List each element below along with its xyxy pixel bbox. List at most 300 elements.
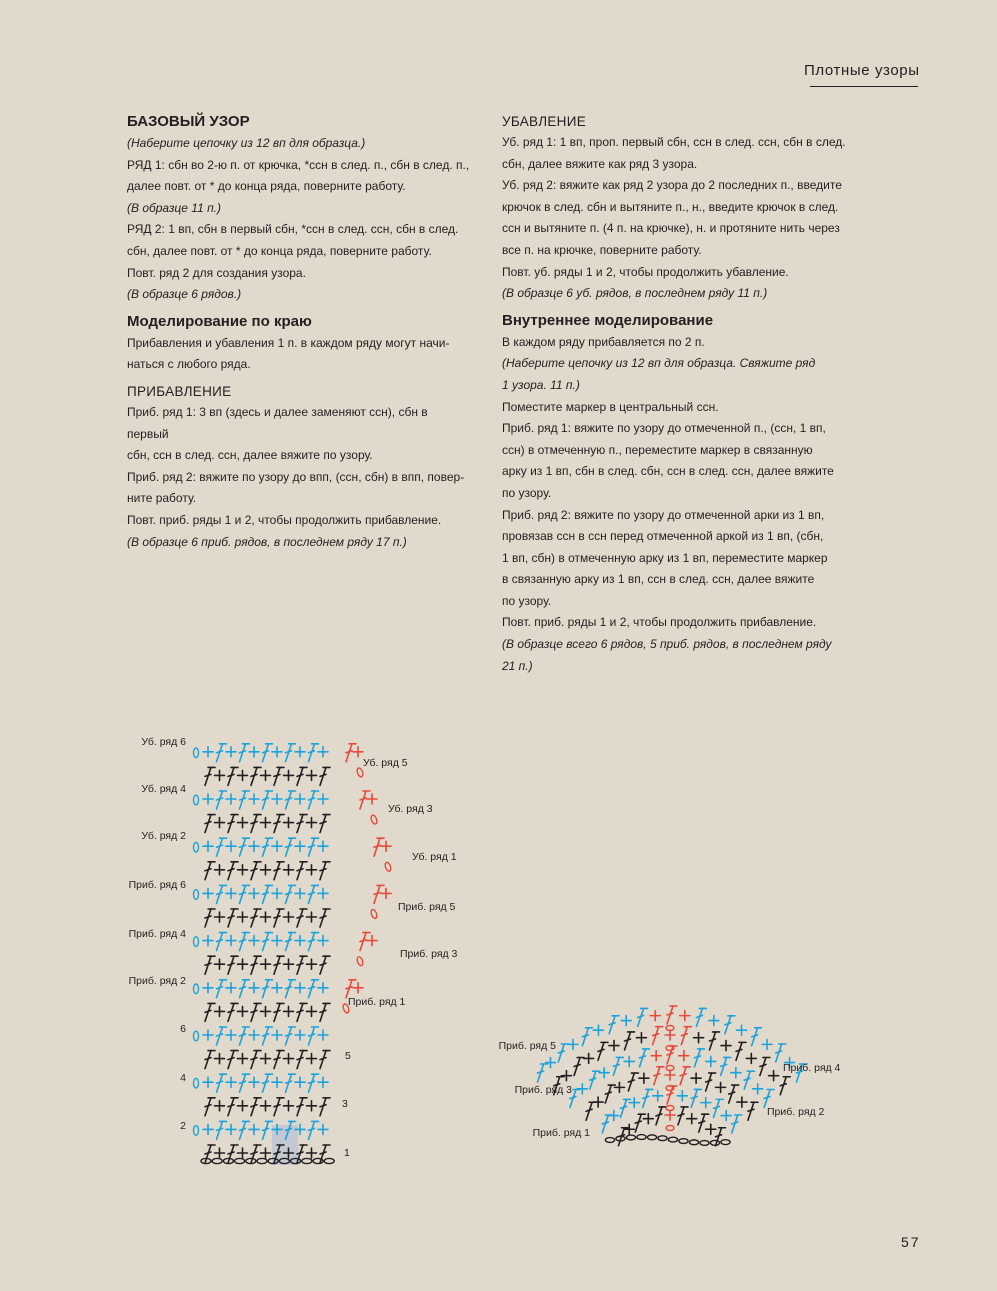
text-line: РЯД 2: 1 вп, сбн в первый сбн, *ссн в след. ссн, сбн в след. xyxy=(127,222,459,237)
sc-stitch-icon xyxy=(261,770,271,780)
text-line: сбн, ссн в след. ссн, далее вяжите по узору. xyxy=(127,448,373,463)
dc-bar xyxy=(586,1109,592,1111)
heading-inner-shaping: Внутреннее моделирование xyxy=(502,311,714,329)
dc-bar xyxy=(309,1128,315,1130)
dc-stitch-icon xyxy=(309,1121,319,1139)
dc-bar xyxy=(205,1105,211,1107)
dc-bar xyxy=(228,963,234,965)
sc-stitch-icon xyxy=(599,1068,609,1078)
row-label: 2 xyxy=(180,1120,186,1132)
dc-bar xyxy=(320,1105,326,1107)
dc-bar xyxy=(613,1064,619,1066)
dc-stitch-icon xyxy=(713,1099,723,1117)
dc-stitch-icon xyxy=(764,1090,774,1108)
sc-stitch-icon xyxy=(261,1006,271,1016)
dc-stitch-icon xyxy=(643,1089,653,1107)
text-line: Повт. приб. ряды 1 и 2, чтобы продолжить прибавление. xyxy=(502,615,817,630)
dc-bar xyxy=(680,1074,686,1076)
sc-stitch-icon xyxy=(226,1030,236,1040)
sc-stitch-icon xyxy=(318,888,328,898)
sc-stitch-icon xyxy=(261,818,271,828)
sc-stitch-icon xyxy=(367,936,377,946)
sc-stitch-icon xyxy=(238,865,248,875)
row-label: 6 xyxy=(180,1023,186,1035)
dc-bar xyxy=(274,774,280,776)
sc-stitch-icon xyxy=(737,1097,747,1107)
row-label: Приб. ряд 1 xyxy=(532,1127,590,1139)
dc-stitch-icon xyxy=(217,838,227,856)
sc-stitch-icon xyxy=(639,1073,649,1083)
text-line: ссн) в отмеченную п., переместите маркер в связанную xyxy=(502,442,813,457)
dc-stitch-icon xyxy=(228,815,238,833)
dc-stitch-icon xyxy=(217,1074,227,1092)
dc-bar xyxy=(217,987,223,989)
dc-bar xyxy=(286,987,292,989)
dc-bar xyxy=(654,1074,660,1076)
text-line: РЯД 1: сбн во 2-ю п. от крючка, *ссн в след. п., сбн в след. п., xyxy=(127,157,470,172)
dc-bar xyxy=(240,987,246,989)
row-label: Уб. ряд 5 xyxy=(363,757,408,769)
dc-stitch-icon xyxy=(582,1028,592,1046)
sc-stitch-icon xyxy=(318,794,328,804)
dc-stitch-icon xyxy=(776,1044,786,1062)
dc-stitch-icon xyxy=(217,980,227,998)
dc-stitch-icon xyxy=(263,885,273,903)
dc-bar xyxy=(263,1128,269,1130)
sc-stitch-icon xyxy=(307,1148,317,1158)
dc-stitch-icon xyxy=(628,1073,638,1091)
sc-stitch-icon xyxy=(215,818,225,828)
sc-stitch-icon xyxy=(284,770,294,780)
dc-stitch-icon xyxy=(320,1098,330,1116)
dc-bar xyxy=(251,774,257,776)
dc-stitch-icon xyxy=(346,744,356,762)
sc-stitch-icon xyxy=(295,888,305,898)
dc-stitch-icon xyxy=(638,1008,648,1026)
dc-stitch-icon xyxy=(286,980,296,998)
sc-stitch-icon xyxy=(272,983,282,993)
dc-bar xyxy=(643,1096,649,1098)
dc-bar xyxy=(748,1109,754,1111)
dc-bar xyxy=(346,987,352,989)
text-line: провязав ссн в ссн перед отмеченной аркой из 1 вп, (сбн, xyxy=(502,529,824,544)
dc-stitch-icon xyxy=(309,885,319,903)
dc-bar xyxy=(274,1010,280,1012)
dc-bar xyxy=(274,869,280,871)
chain-stitch-icon xyxy=(647,1135,656,1140)
sc-stitch-icon xyxy=(353,983,363,993)
sc-stitch-icon xyxy=(284,912,294,922)
sc-stitch-icon xyxy=(721,1041,731,1051)
text-line: (В образце всего 6 рядов, 5 приб. рядов, в последнем ряду 21 п.) xyxy=(502,637,832,673)
dc-bar xyxy=(667,1013,673,1015)
dc-bar xyxy=(706,1080,712,1082)
sc-stitch-icon xyxy=(238,1006,248,1016)
dc-bar xyxy=(263,1034,269,1036)
dc-stitch-icon xyxy=(274,767,284,785)
dc-stitch-icon xyxy=(240,838,250,856)
dc-bar xyxy=(320,869,326,871)
dc-stitch-icon xyxy=(251,1098,261,1116)
dc-bar xyxy=(251,1105,257,1107)
dc-bar xyxy=(217,1081,223,1083)
dc-bar xyxy=(251,1058,257,1060)
sc-stitch-icon xyxy=(680,1011,690,1021)
dc-stitch-icon xyxy=(240,1074,250,1092)
dc-stitch-icon xyxy=(297,956,307,974)
sc-stitch-icon xyxy=(706,1124,716,1134)
dc-stitch-icon xyxy=(760,1058,770,1076)
sc-stitch-icon xyxy=(226,936,236,946)
dc-bar xyxy=(309,940,315,942)
dc-bar xyxy=(205,1058,211,1060)
dc-stitch-icon xyxy=(598,1042,608,1060)
row-label: Приб. ряд 4 xyxy=(783,1062,841,1074)
dc-stitch-icon xyxy=(309,744,319,762)
sc-stitch-icon xyxy=(307,1054,317,1064)
sc-stitch-icon xyxy=(272,888,282,898)
dc-bar xyxy=(228,869,234,871)
dc-bar xyxy=(240,1034,246,1036)
dc-bar xyxy=(309,987,315,989)
dc-bar xyxy=(251,1010,257,1012)
dc-stitch-icon xyxy=(602,1115,612,1133)
dc-bar xyxy=(274,916,280,918)
sc-stitch-icon xyxy=(272,936,282,946)
dc-stitch-icon xyxy=(744,1071,754,1089)
dc-stitch-icon xyxy=(360,933,370,951)
chain-stitch-icon xyxy=(384,862,392,872)
dc-bar xyxy=(297,774,303,776)
dc-stitch-icon xyxy=(240,933,250,951)
dc-stitch-icon xyxy=(205,1098,215,1116)
row-label: Приб. ряд 5 xyxy=(398,901,456,913)
text-line: Уб. ряд 1: 1 вп, проп. первый сбн, ссн в след. ссн, сбн в след. xyxy=(502,135,846,149)
sc-stitch-icon xyxy=(238,912,248,922)
dc-stitch-icon xyxy=(205,767,215,785)
sc-stitch-icon xyxy=(318,841,328,851)
dc-stitch-icon xyxy=(240,791,250,809)
dc-stitch-icon xyxy=(635,1114,645,1132)
text-line: (Наберите цепочку из 12 вп для образца.) xyxy=(127,136,366,150)
row-label: Уб. ряд 2 xyxy=(141,830,186,842)
dc-bar xyxy=(309,892,315,894)
dc-bar xyxy=(251,1152,257,1154)
chain-stitch-icon xyxy=(194,842,199,852)
dc-bar xyxy=(240,1128,246,1130)
sc-stitch-icon xyxy=(249,1124,259,1134)
dc-bar xyxy=(240,1081,246,1083)
dc-stitch-icon xyxy=(694,1049,704,1067)
dc-bar xyxy=(346,751,352,753)
sc-stitch-icon xyxy=(614,1082,624,1092)
dc-stitch-icon xyxy=(286,838,296,856)
text-line: ссн и вытяните п. (4 п. на крючке), н. и протяните нить через xyxy=(502,221,840,236)
dc-stitch-icon xyxy=(205,1003,215,1021)
dc-stitch-icon xyxy=(691,1089,701,1107)
row-label: Приб. ряд 2 xyxy=(767,1106,825,1118)
sc-stitch-icon xyxy=(381,888,391,898)
dc-stitch-icon xyxy=(748,1102,758,1120)
dc-bar xyxy=(309,751,315,753)
sc-stitch-icon xyxy=(226,888,236,898)
dc-stitch-icon xyxy=(274,1003,284,1021)
sc-stitch-icon xyxy=(238,959,248,969)
dc-bar xyxy=(309,798,315,800)
dc-stitch-icon xyxy=(320,1003,330,1021)
dc-stitch-icon xyxy=(640,1049,650,1067)
dc-bar xyxy=(205,822,211,824)
dc-bar xyxy=(736,1049,742,1051)
dc-stitch-icon xyxy=(217,791,227,809)
sc-stitch-icon xyxy=(261,959,271,969)
dc-bar xyxy=(217,845,223,847)
sc-stitch-icon xyxy=(709,1016,719,1026)
dc-stitch-icon xyxy=(263,838,273,856)
dc-bar xyxy=(228,1010,234,1012)
chain-stitch-icon xyxy=(235,1158,245,1163)
text-line: (В образце 6 приб. рядов, в последнем ряду 17 п.) xyxy=(127,534,407,549)
heading-base-pattern: БАЗОВЫЙ УЗОР xyxy=(127,113,250,130)
dc-bar xyxy=(752,1035,758,1037)
dc-bar xyxy=(602,1122,608,1124)
dc-stitch-icon xyxy=(205,909,215,927)
dc-stitch-icon xyxy=(240,980,250,998)
running-header: Плотные узоры xyxy=(804,62,920,79)
dc-bar xyxy=(228,1058,234,1060)
dc-bar xyxy=(744,1078,750,1080)
dc-bar xyxy=(251,869,257,871)
sc-stitch-icon xyxy=(307,770,317,780)
chain-stitch-icon xyxy=(637,1135,646,1140)
dc-bar xyxy=(320,1152,326,1154)
sc-stitch-icon xyxy=(318,983,328,993)
sc-stitch-icon xyxy=(215,1101,225,1111)
sc-stitch-icon xyxy=(203,1124,213,1134)
dc-bar xyxy=(628,1080,634,1082)
dc-bar xyxy=(286,892,292,894)
sc-stitch-icon xyxy=(318,1030,328,1040)
dc-bar xyxy=(228,822,234,824)
dc-bar xyxy=(205,869,211,871)
sc-stitch-icon xyxy=(249,747,259,757)
text-line: Уб. ряд 2: вяжите как ряд 2 узора до 2 последних п., введите xyxy=(502,178,842,193)
sc-stitch-icon xyxy=(318,1124,328,1134)
dc-bar xyxy=(309,1081,315,1083)
dc-bar xyxy=(582,1035,588,1037)
sc-stitch-icon xyxy=(215,770,225,780)
dc-stitch-icon xyxy=(374,885,384,903)
sc-stitch-icon xyxy=(593,1025,603,1035)
dc-bar xyxy=(667,1093,673,1095)
dc-bar xyxy=(297,1058,303,1060)
sc-stitch-icon xyxy=(272,841,282,851)
text-line: Приб. ряд 1: вяжите по узору до отмеченной п., (ссн, 1 вп, xyxy=(502,421,826,436)
inner-shaping-text xyxy=(502,332,847,678)
sc-stitch-icon xyxy=(307,1101,317,1111)
sc-stitch-icon xyxy=(261,912,271,922)
sc-stitch-icon xyxy=(203,888,213,898)
dc-bar xyxy=(760,1065,766,1067)
dc-stitch-icon xyxy=(205,956,215,974)
sc-stitch-icon xyxy=(769,1071,779,1081)
dc-bar xyxy=(558,1051,564,1053)
dc-bar xyxy=(709,1039,715,1041)
sc-stitch-icon xyxy=(295,1077,305,1087)
dc-bar xyxy=(205,916,211,918)
sc-stitch-icon xyxy=(691,1073,701,1083)
sc-stitch-icon xyxy=(261,1101,271,1111)
base-pattern-text xyxy=(127,133,472,306)
dc-bar xyxy=(640,1056,646,1058)
text-line: Повт. уб. ряды 1 и 2, чтобы продолжить убавление. xyxy=(502,264,789,279)
sc-stitch-icon xyxy=(203,1030,213,1040)
chain-stitch-icon xyxy=(710,1140,719,1145)
dc-bar xyxy=(732,1122,738,1124)
dc-bar xyxy=(716,1135,722,1137)
text-line: (В образце 6 рядов.) xyxy=(127,287,242,302)
sc-stitch-icon xyxy=(753,1084,763,1094)
sc-stitch-icon xyxy=(249,936,259,946)
text-line: Приб. ряд 1: 3 вп (здесь и далее заменяют ссн), сбн в первый xyxy=(127,404,428,441)
heading-increase: ПРИБАВЛЕНИЕ xyxy=(127,383,232,399)
sc-stitch-icon xyxy=(226,841,236,851)
sc-stitch-icon xyxy=(624,1056,634,1066)
dc-stitch-icon xyxy=(320,909,330,927)
dc-bar xyxy=(286,1034,292,1036)
dc-stitch-icon xyxy=(625,1032,635,1050)
sc-stitch-icon xyxy=(295,794,305,804)
sc-stitch-icon xyxy=(261,1054,271,1064)
dc-stitch-icon xyxy=(309,791,319,809)
dc-stitch-icon xyxy=(240,1027,250,1045)
chain-stitch-icon xyxy=(700,1141,709,1146)
left-column xyxy=(127,111,472,553)
dc-stitch-icon xyxy=(263,980,273,998)
text-line: 1 вп, сбн) в отмеченную арку из 1 вп, переместите маркер xyxy=(502,550,828,565)
dc-bar xyxy=(725,1023,731,1025)
dc-bar xyxy=(205,1152,211,1154)
sc-stitch-icon xyxy=(272,794,282,804)
dc-bar xyxy=(638,1015,644,1017)
sc-stitch-icon xyxy=(737,1025,747,1035)
dc-bar xyxy=(263,940,269,942)
dc-stitch-icon xyxy=(558,1044,568,1062)
sc-stitch-icon xyxy=(226,1077,236,1087)
dc-bar xyxy=(228,1105,234,1107)
text-line: по узору. xyxy=(502,593,552,608)
sc-stitch-icon xyxy=(261,865,271,875)
dc-stitch-icon xyxy=(263,744,273,762)
dc-stitch-icon xyxy=(228,862,238,880)
dc-bar xyxy=(240,751,246,753)
chain-stitch-icon xyxy=(257,1158,267,1163)
sc-stitch-icon xyxy=(203,841,213,851)
dc-stitch-icon xyxy=(696,1008,706,1026)
sc-stitch-icon xyxy=(701,1098,711,1108)
dc-stitch-icon xyxy=(251,767,261,785)
chain-stitch-icon xyxy=(668,1137,677,1142)
dc-bar xyxy=(776,1051,782,1053)
dc-bar xyxy=(286,845,292,847)
dc-bar xyxy=(691,1096,697,1098)
sc-stitch-icon xyxy=(284,959,294,969)
page-number: 57 xyxy=(901,1234,921,1250)
dc-bar xyxy=(764,1097,770,1099)
sc-stitch-icon xyxy=(249,1030,259,1040)
dc-stitch-icon xyxy=(374,838,384,856)
dc-bar xyxy=(681,1034,687,1036)
chain-stitch-icon xyxy=(194,984,199,994)
dc-stitch-icon xyxy=(297,909,307,927)
text-line: ните работу. xyxy=(127,491,197,506)
sc-stitch-icon xyxy=(226,747,236,757)
dc-bar xyxy=(538,1071,544,1073)
sc-stitch-icon xyxy=(238,1101,248,1111)
row-label: 4 xyxy=(180,1072,186,1084)
dc-stitch-icon xyxy=(286,885,296,903)
dc-bar xyxy=(574,1065,580,1067)
dc-stitch-icon xyxy=(667,1006,677,1024)
dc-stitch-icon xyxy=(586,1102,596,1120)
sc-stitch-icon xyxy=(238,1148,248,1158)
dc-bar xyxy=(360,940,366,942)
dc-stitch-icon xyxy=(228,767,238,785)
inner-shaping-stitch-chart xyxy=(480,965,860,1165)
dc-stitch-icon xyxy=(228,1051,238,1069)
row-label: Приб. ряд 6 xyxy=(128,879,186,891)
dc-bar xyxy=(217,1128,223,1130)
sc-stitch-icon xyxy=(226,1124,236,1134)
dc-stitch-icon xyxy=(613,1057,623,1075)
sc-stitch-icon xyxy=(215,959,225,969)
sc-stitch-icon xyxy=(295,747,305,757)
sc-stitch-icon xyxy=(295,936,305,946)
dc-bar xyxy=(251,822,257,824)
sc-stitch-icon xyxy=(687,1114,697,1124)
dc-stitch-icon xyxy=(228,1003,238,1021)
dc-stitch-icon xyxy=(736,1042,746,1060)
dc-stitch-icon xyxy=(297,1003,307,1021)
dc-stitch-icon xyxy=(721,1057,731,1075)
dc-bar xyxy=(263,1081,269,1083)
dc-stitch-icon xyxy=(732,1115,742,1133)
text-line: по узору. xyxy=(502,485,552,500)
dc-bar xyxy=(678,1114,684,1116)
dc-stitch-icon xyxy=(251,956,261,974)
sc-stitch-icon xyxy=(226,983,236,993)
dc-bar xyxy=(653,1034,659,1036)
decrease-text xyxy=(502,132,847,305)
sc-stitch-icon xyxy=(318,936,328,946)
header-rule xyxy=(810,86,918,87)
dc-bar xyxy=(240,940,246,942)
chain-stitch-icon xyxy=(658,1136,667,1141)
chain-stitch-icon xyxy=(356,956,364,966)
sc-stitch-icon xyxy=(577,1084,587,1094)
dc-bar xyxy=(320,774,326,776)
chain-stitch-icon xyxy=(679,1139,688,1144)
dc-bar xyxy=(309,1034,315,1036)
dc-stitch-icon xyxy=(656,1107,666,1125)
sc-stitch-icon xyxy=(624,1124,634,1134)
sc-stitch-icon xyxy=(215,1148,225,1158)
dc-stitch-icon xyxy=(709,1032,719,1050)
sc-stitch-icon xyxy=(307,912,317,922)
sc-stitch-icon xyxy=(318,1077,328,1087)
row-label: Уб. ряд 4 xyxy=(141,783,186,795)
row-label: 3 xyxy=(342,1098,348,1110)
